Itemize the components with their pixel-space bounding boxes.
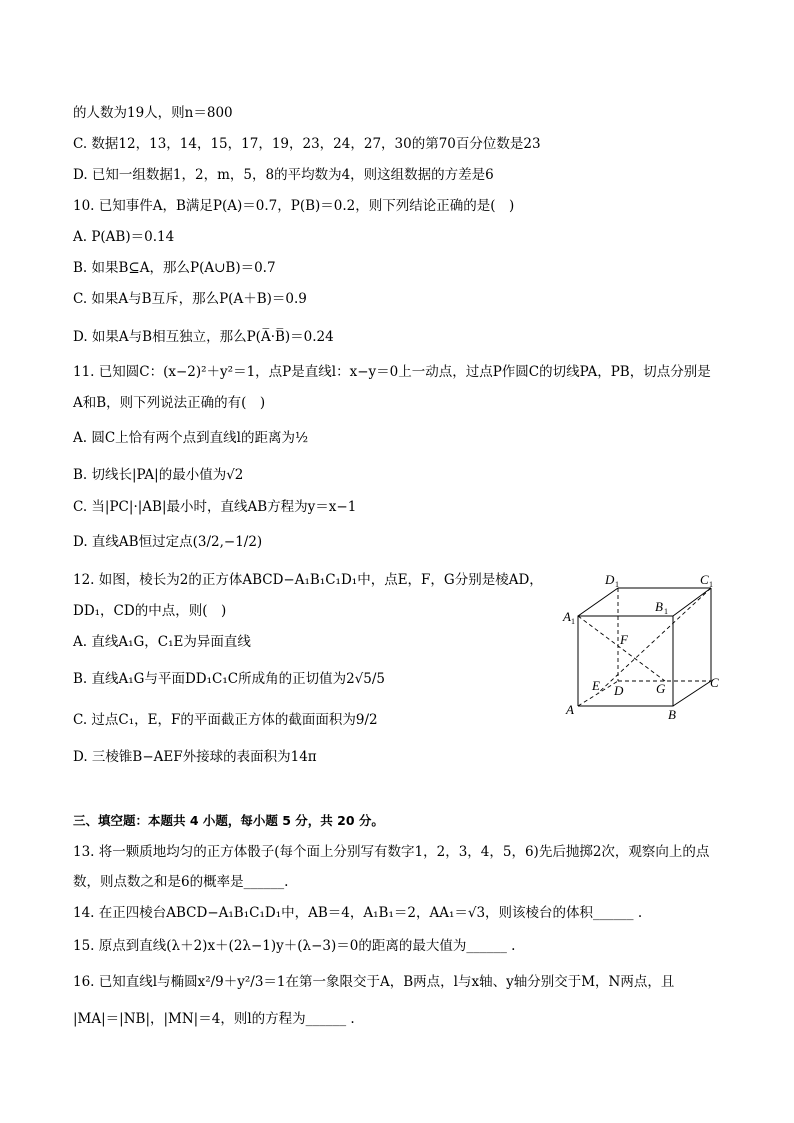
question-11-cont: A和B，则下列说法正确的有( ) (73, 395, 266, 411)
question-16: 16. 已知直线l与椭圆x²/9＋y²/3＝1在第一象限交于A，B两点，l与x轴、y轴分别交于M，N两点，且 (73, 974, 675, 990)
option-b: B. 如果B⊆A，那么P(A∪B)＝0.7 (73, 260, 276, 276)
question-13: 13. 将一颗质地均匀的正方体骰子(每个面上分别写有数字1，2，3，4，5，6)先后抛掷2次，观察向上的点 (73, 844, 710, 860)
label-e: E (592, 678, 600, 693)
option-d: D. 三棱锥B−AEF外接球的表面积为14π (73, 749, 317, 765)
cube-edge (673, 588, 711, 616)
question-13-cont: 数，则点数之和是6的概率是______. (73, 874, 289, 890)
label-c: C (710, 675, 719, 690)
option-d: D. 直线AB恒过定点(3/2,−1/2) (73, 534, 263, 550)
option-c: C. 当|PC|·|AB|最小时，直线AB方程为y＝x−1 (73, 499, 357, 515)
question-14: 14. 在正四棱台ABCD−A₁B₁C₁D₁中，AB＝4，A₁B₁＝2，AA₁＝√3，则该棱台的体积______ . (73, 905, 643, 921)
question-15: 15. 原点到直线(λ＋2)x＋(2λ−1)y＋(λ−3)＝0的距离的最大值为______ . (73, 938, 516, 954)
label-g: G (656, 681, 666, 696)
label-f: F (620, 632, 628, 647)
label-b: B (668, 707, 676, 722)
question-12: 12. 如图，棱长为2的正方体ABCD−A₁B₁C₁D₁中，点E，F，G分别是棱AD， (73, 572, 543, 588)
question-12-cont: DD₁，CD的中点，则( ) (73, 603, 227, 619)
label-b1: B (655, 599, 663, 614)
option-a: A. P(AB)＝0.14 (73, 229, 175, 245)
question-10: 10. 已知事件A，B满足P(A)＝0.7，P(B)＝0.2，则下列结论正确的是( ) (73, 198, 515, 214)
label-d: D (614, 683, 624, 698)
option-c: C. 过点C₁，E，F的平面截正方体的截面面积为9/2 (73, 712, 378, 728)
label-a1: A (563, 609, 571, 624)
label-c1: C (700, 572, 709, 587)
label-sub: 1 (664, 607, 668, 616)
text-line: C. 数据12，13，14，15，17，19，23，24，27，30的第70百分位数是23 (73, 136, 541, 152)
cube-figure (558, 566, 728, 726)
option-b: B. 直线A₁G与平面DD₁C₁C所成角的正切值为2√5/5 (73, 671, 385, 687)
text-line: D. 已知一组数据1，2，m，5，8的平均数为4，则这组数据的方差是6 (73, 167, 494, 183)
label-sub: 1 (571, 617, 575, 626)
option-a: A. 直线A₁G，C₁E为异面直线 (73, 634, 251, 650)
label-sub: 1 (709, 580, 713, 589)
option-d: D. 如果A与B相互独立，那么P(A̅·B̅)＝0.24 (73, 329, 334, 345)
label-sub: 1 (615, 580, 619, 589)
section-heading: 三、填空题：本题共 4 小题，每小题 5 分，共 20 分。 (73, 813, 384, 828)
option-a: A. 圆C上恰有两个点到直线l的距离为½ (73, 430, 309, 446)
option-c: C. 如果A与B互斥，那么P(A＋B)＝0.9 (73, 291, 307, 307)
label-a: A (566, 702, 574, 717)
cube-edge (578, 588, 618, 616)
question-11: 11. 已知圆C：(x−2)²＋y²＝1，点P是直线l：x−y＝0上一动点，过点P作圆C的切线PA，PB，切点分别是 (73, 364, 711, 380)
question-16-cont: |MA|＝|NB|，|MN|＝4，则l的方程为______ . (73, 1011, 355, 1027)
option-b: B. 切线长|PA|的最小值为√2 (73, 467, 244, 483)
label-d1: D (605, 572, 615, 587)
text-line: 的人数为19人，则n＝800 (73, 105, 233, 121)
cube-edge (673, 681, 711, 706)
